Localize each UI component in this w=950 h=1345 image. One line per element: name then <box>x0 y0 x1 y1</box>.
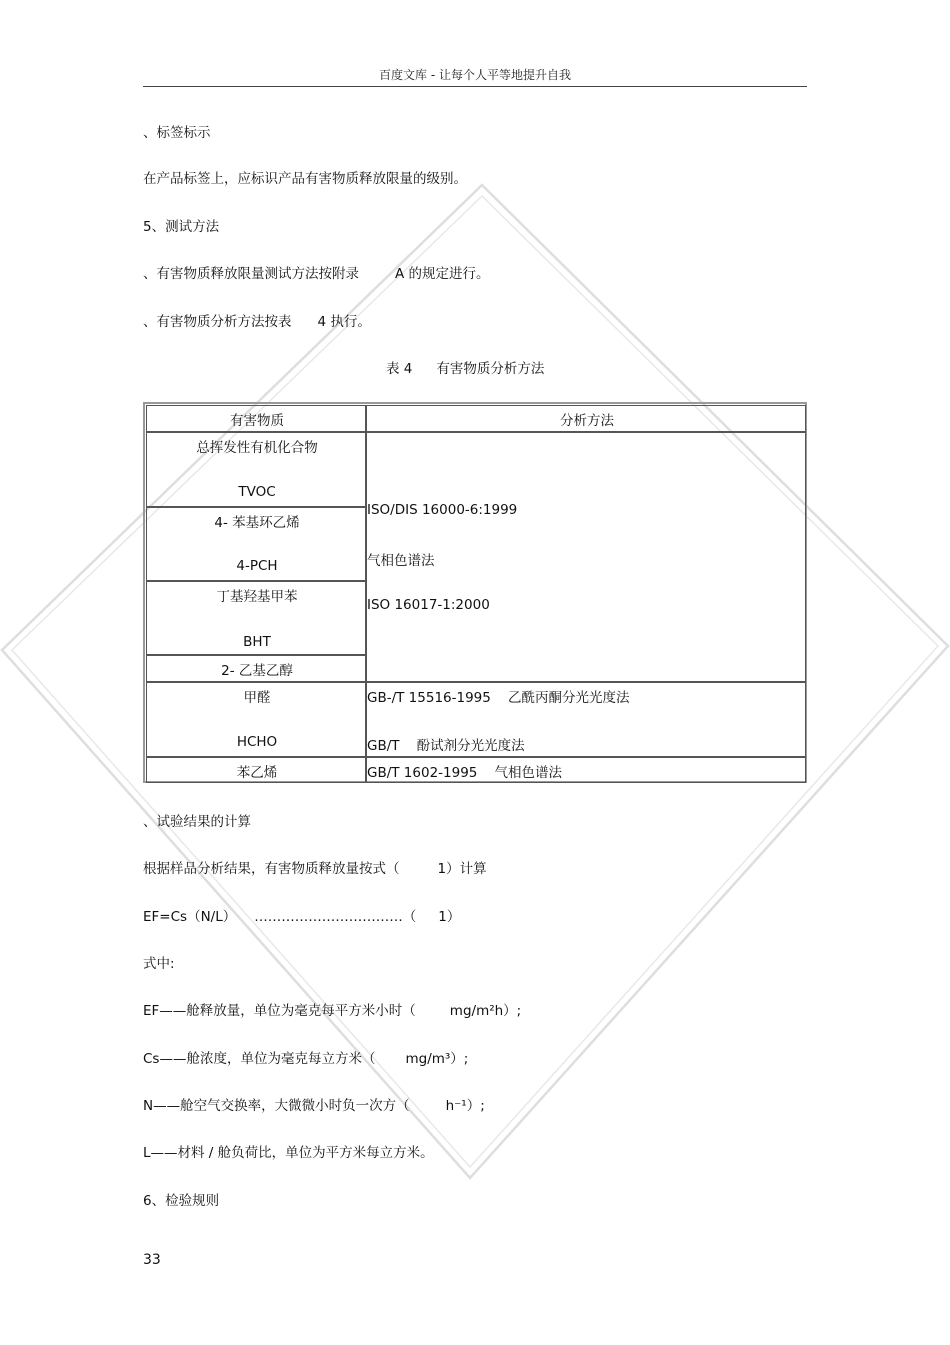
def-cs-unit: mg/m³）; <box>405 1051 469 1067</box>
table-cell-bht <box>146 581 366 655</box>
test-method-line <box>143 262 490 282</box>
def-ef-unit: mg/m²h）; <box>449 1003 522 1019</box>
def-cs-line <box>143 1047 468 1067</box>
substance-bht-name: 丁基羟基甲苯 <box>216 589 298 605</box>
section-test-method: 5、测试方法 <box>143 219 220 235</box>
formula-line <box>143 905 460 925</box>
substance-ethyl-name: 2- 乙基乙醇 <box>221 663 293 679</box>
def-n-text: N——舱空气交换率，大微微小时负一次方（ <box>143 1098 410 1114</box>
substance-hcho-code: HCHO <box>236 734 278 750</box>
page-number: 33 <box>143 1252 161 1268</box>
header-method: 分析方法 <box>560 413 614 429</box>
substance-styrene-name: 苯乙烯 <box>236 765 278 781</box>
test-method-text: 、有害物质释放限量测试方法按附录 <box>143 266 359 282</box>
method-iso-16017: ISO 16017-1:2000 <box>367 597 490 613</box>
table-caption <box>386 357 544 377</box>
def-ef-line <box>143 999 521 1019</box>
header-rule <box>143 86 807 87</box>
method-gc: 气相色谱法 <box>367 553 435 569</box>
def-n-line <box>143 1094 485 1114</box>
calc-intro-text: 根据样品分析结果，有害物质释放量按式（ <box>143 861 400 877</box>
analysis-method-text: 、有害物质分析方法按表 <box>143 314 292 330</box>
table-cell-methods-merged <box>366 432 806 682</box>
method-iso-dis: ISO/DIS 16000-6:1999 <box>367 502 518 518</box>
method-hcho-acetylacetone: GB-/T 15516-1995 乙酰丙酮分光光度法 <box>367 690 630 706</box>
table-cell-hcho-methods <box>366 682 806 757</box>
method-styrene: GB/T 1602-1995 气相色谱法 <box>367 765 563 781</box>
section-inspection-rules: 6、检验规则 <box>143 1193 220 1209</box>
formula-leader-dots: ……………………………（ <box>254 909 417 925</box>
calc-intro-line <box>143 857 487 877</box>
calc-intro-formula-ref: 1）计算 <box>437 861 487 877</box>
header-substance: 有害物质 <box>230 413 284 429</box>
test-method-appendix: A 的规定进行。 <box>395 266 490 282</box>
substance-hcho-name: 甲醛 <box>243 690 271 706</box>
substance-bht-code: BHT <box>243 634 271 650</box>
where-label: 式中: <box>143 956 175 972</box>
def-n-unit: h⁻¹）; <box>445 1098 485 1114</box>
analysis-methods-table <box>143 402 807 783</box>
label-requirement: 在产品标签上，应标识产品有害物质释放限量的级别。 <box>143 171 467 187</box>
substance-tvoc-name: 总挥发性有机化合物 <box>196 440 318 456</box>
formula-number: 1） <box>438 909 461 925</box>
table-caption-number: 表 4 <box>386 361 413 377</box>
def-l-line: L——材料 / 舱负荷比，单位为平方米每立方米。 <box>143 1145 434 1161</box>
substance-pch-name: 4- 苯基环乙烯 <box>214 515 300 531</box>
def-ef-text: EF——舱释放量，单位为毫克每平方米小时（ <box>143 1003 416 1019</box>
substance-tvoc-code: TVOC <box>238 484 276 500</box>
table-header-cell <box>146 405 366 432</box>
analysis-method-table-ref: 4 执行。 <box>317 314 371 330</box>
table-cell-ethyl <box>146 655 366 682</box>
analysis-method-line <box>143 310 371 330</box>
table-cell-styrene-method <box>366 757 806 783</box>
section-label-marking: 、标签标示 <box>143 125 211 141</box>
page-header: 百度文库 - 让每个人平等地提升自我 <box>379 68 571 82</box>
method-hcho-reagent: GB/T 酚试剂分光光度法 <box>367 738 525 754</box>
table-header-cell <box>366 405 806 432</box>
table-cell-styrene <box>146 757 366 783</box>
table-cell-tvoc <box>146 432 366 507</box>
table-caption-title: 有害物质分析方法 <box>436 361 545 377</box>
substance-pch-code: 4-PCH <box>236 558 278 574</box>
formula-text: EF=Cs（N/L） <box>143 909 237 925</box>
table-cell-pch <box>146 507 366 581</box>
section-result-calc: 、试验结果的计算 <box>143 814 251 830</box>
table-cell-hcho <box>146 682 366 757</box>
def-cs-text: Cs——舱浓度，单位为毫克每立方米（ <box>143 1051 376 1067</box>
